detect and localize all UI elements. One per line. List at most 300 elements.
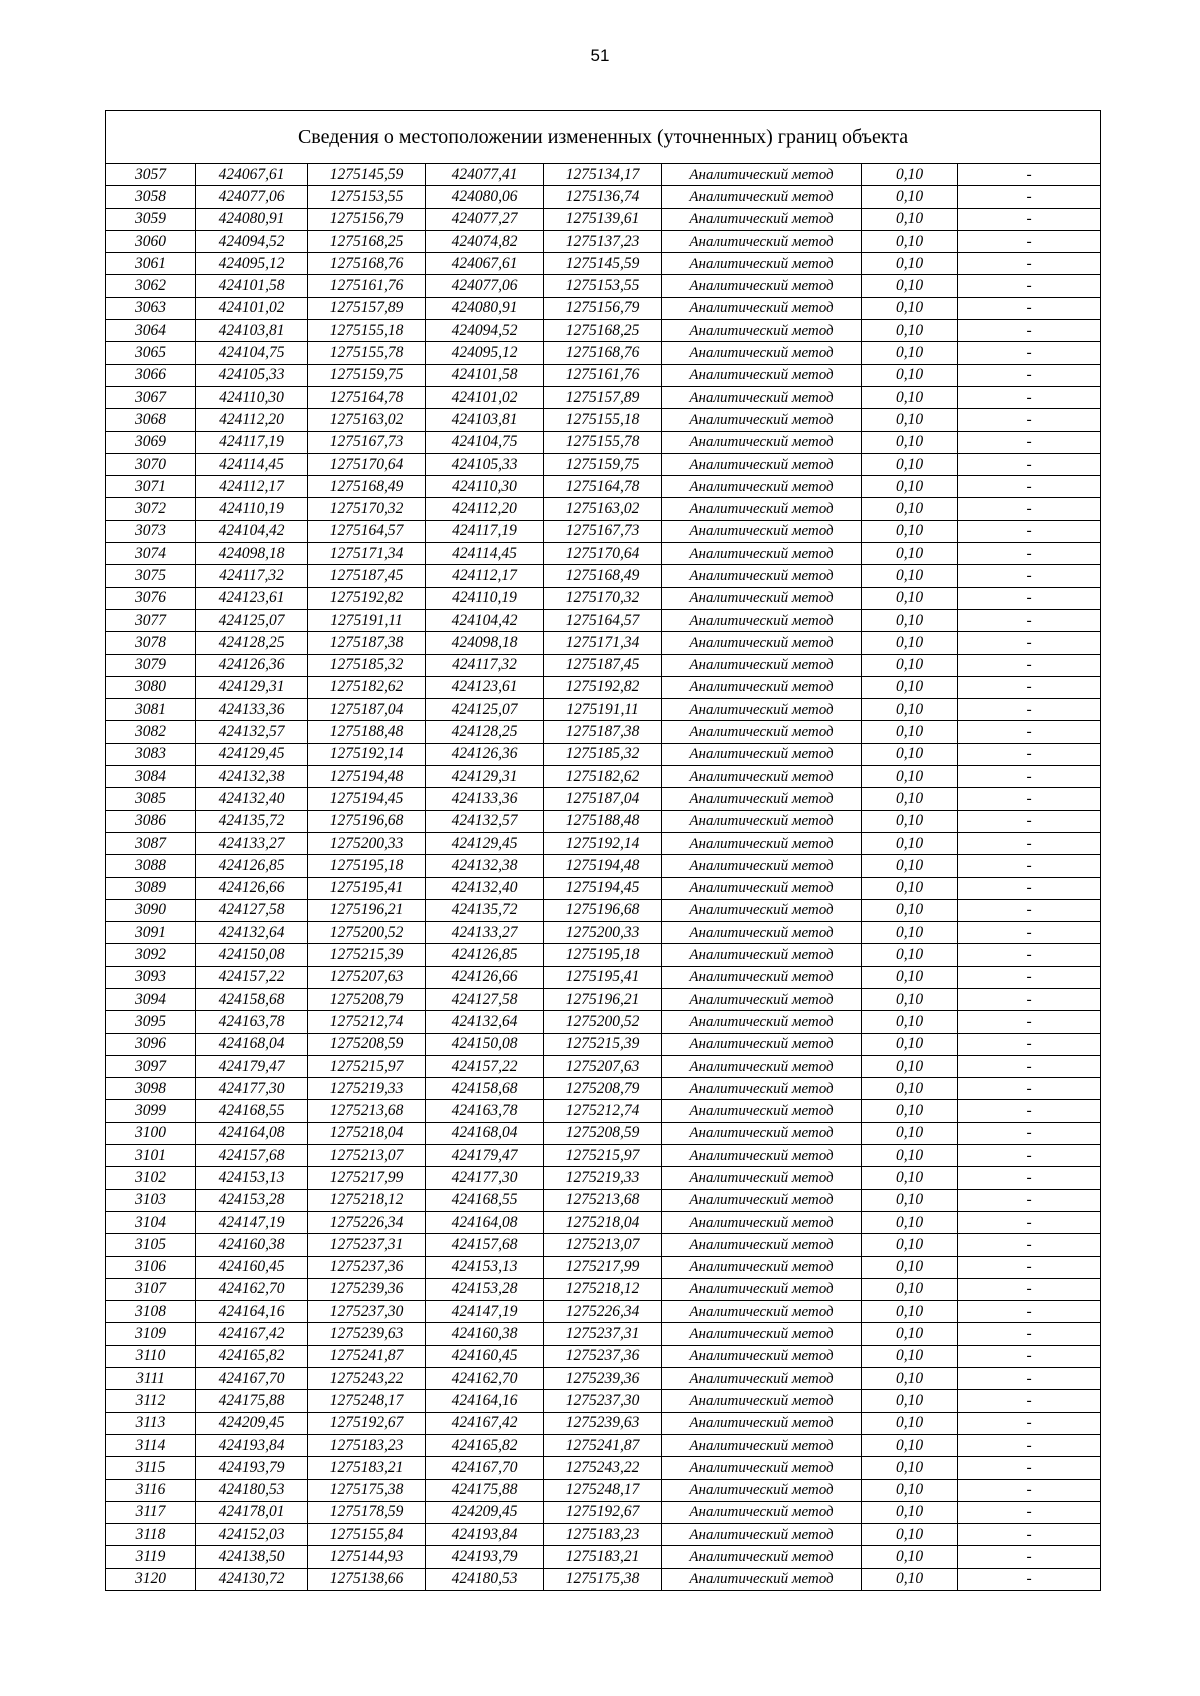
cell-y-new: 1275218,04 xyxy=(308,1122,426,1144)
cell-method: Аналитический метод xyxy=(662,1033,862,1055)
cell-y-old: 1275192,82 xyxy=(544,676,662,698)
cell-y-old: 1275170,32 xyxy=(544,587,662,609)
cell-point-number: 3120 xyxy=(106,1568,196,1590)
cell-y-new: 1275192,67 xyxy=(308,1412,426,1434)
cell-x-new: 424164,08 xyxy=(196,1122,308,1144)
cell-point-number: 3061 xyxy=(106,253,196,275)
cell-accuracy: 0,10 xyxy=(862,1055,958,1077)
cell-y-old: 1275207,63 xyxy=(544,1055,662,1077)
cell-accuracy: 0,10 xyxy=(862,966,958,988)
cell-x-new: 424147,19 xyxy=(196,1211,308,1233)
cell-y-new: 1275191,11 xyxy=(308,609,426,631)
cell-y-old: 1275168,49 xyxy=(544,565,662,587)
cell-point-number: 3078 xyxy=(106,632,196,654)
cell-y-new: 1275237,30 xyxy=(308,1301,426,1323)
cell-point-number: 3084 xyxy=(106,766,196,788)
cell-description: - xyxy=(958,1256,1101,1278)
cell-accuracy: 0,10 xyxy=(862,543,958,565)
cell-y-old: 1275200,52 xyxy=(544,1011,662,1033)
cell-point-number: 3104 xyxy=(106,1211,196,1233)
cell-x-old: 424167,70 xyxy=(426,1457,544,1479)
cell-y-new: 1275163,02 xyxy=(308,409,426,431)
cell-point-number: 3108 xyxy=(106,1301,196,1323)
cell-point-number: 3099 xyxy=(106,1100,196,1122)
cell-x-new: 424177,30 xyxy=(196,1078,308,1100)
cell-y-new: 1275168,76 xyxy=(308,253,426,275)
cell-point-number: 3080 xyxy=(106,676,196,698)
cell-x-old: 424157,22 xyxy=(426,1055,544,1077)
cell-point-number: 3058 xyxy=(106,186,196,208)
table-row xyxy=(106,409,1101,431)
cell-method: Аналитический метод xyxy=(662,832,862,854)
cell-x-new: 424130,72 xyxy=(196,1568,308,1590)
cell-point-number: 3082 xyxy=(106,721,196,743)
table-row xyxy=(106,386,1101,408)
cell-method: Аналитический метод xyxy=(662,565,862,587)
cell-x-old: 424104,75 xyxy=(426,431,544,453)
cell-y-new: 1275194,45 xyxy=(308,788,426,810)
cell-y-old: 1275219,33 xyxy=(544,1167,662,1189)
cell-y-new: 1275144,93 xyxy=(308,1546,426,1568)
cell-x-old: 424067,61 xyxy=(426,253,544,275)
cell-y-old: 1275136,74 xyxy=(544,186,662,208)
cell-x-new: 424193,79 xyxy=(196,1457,308,1479)
cell-x-old: 424132,57 xyxy=(426,810,544,832)
cell-y-old: 1275195,41 xyxy=(544,966,662,988)
cell-y-old: 1275187,45 xyxy=(544,654,662,676)
cell-description: - xyxy=(958,1568,1101,1590)
cell-x-old: 424133,36 xyxy=(426,788,544,810)
table-row xyxy=(106,810,1101,832)
cell-point-number: 3069 xyxy=(106,431,196,453)
cell-point-number: 3101 xyxy=(106,1145,196,1167)
cell-method: Аналитический метод xyxy=(662,1167,862,1189)
cell-accuracy: 0,10 xyxy=(862,1033,958,1055)
cell-y-new: 1275200,52 xyxy=(308,922,426,944)
cell-accuracy: 0,10 xyxy=(862,609,958,631)
cell-point-number: 3066 xyxy=(106,364,196,386)
table-row xyxy=(106,520,1101,542)
page-number: 51 xyxy=(590,46,610,65)
cell-point-number: 3064 xyxy=(106,320,196,342)
cell-y-old: 1275187,04 xyxy=(544,788,662,810)
cell-y-old: 1275163,02 xyxy=(544,498,662,520)
cell-y-new: 1275248,17 xyxy=(308,1390,426,1412)
cell-x-new: 424165,82 xyxy=(196,1345,308,1367)
cell-x-new: 424098,18 xyxy=(196,543,308,565)
cell-point-number: 3068 xyxy=(106,409,196,431)
cell-x-old: 424177,30 xyxy=(426,1167,544,1189)
cell-point-number: 3119 xyxy=(106,1546,196,1568)
cell-x-old: 424162,70 xyxy=(426,1368,544,1390)
cell-point-number: 3079 xyxy=(106,654,196,676)
cell-x-new: 424129,31 xyxy=(196,676,308,698)
cell-x-old: 424132,38 xyxy=(426,855,544,877)
cell-x-new: 424067,61 xyxy=(196,164,308,186)
cell-accuracy: 0,10 xyxy=(862,253,958,275)
cell-accuracy: 0,10 xyxy=(862,1524,958,1546)
cell-method: Аналитический метод xyxy=(662,253,862,275)
cell-x-new: 424157,22 xyxy=(196,966,308,988)
cell-method: Аналитический метод xyxy=(662,1323,862,1345)
cell-description: - xyxy=(958,1345,1101,1367)
cell-accuracy: 0,10 xyxy=(862,654,958,676)
cell-x-old: 424125,07 xyxy=(426,699,544,721)
cell-x-new: 424103,81 xyxy=(196,320,308,342)
cell-x-new: 424128,25 xyxy=(196,632,308,654)
cell-x-new: 424110,30 xyxy=(196,386,308,408)
table-row xyxy=(106,676,1101,698)
cell-x-old: 424112,20 xyxy=(426,498,544,520)
cell-description: - xyxy=(958,342,1101,364)
cell-y-old: 1275215,97 xyxy=(544,1145,662,1167)
cell-x-new: 424132,64 xyxy=(196,922,308,944)
cell-y-old: 1275191,11 xyxy=(544,699,662,721)
cell-x-new: 424117,19 xyxy=(196,431,308,453)
cell-description: - xyxy=(958,1234,1101,1256)
cell-x-old: 424164,16 xyxy=(426,1390,544,1412)
cell-accuracy: 0,10 xyxy=(862,721,958,743)
cell-x-old: 424175,88 xyxy=(426,1479,544,1501)
cell-method: Аналитический метод xyxy=(662,1368,862,1390)
cell-point-number: 3081 xyxy=(106,699,196,721)
cell-y-new: 1275183,21 xyxy=(308,1457,426,1479)
cell-x-new: 424104,42 xyxy=(196,520,308,542)
cell-method: Аналитический метод xyxy=(662,855,862,877)
cell-method: Аналитический метод xyxy=(662,386,862,408)
cell-y-old: 1275217,99 xyxy=(544,1256,662,1278)
cell-description: - xyxy=(958,1301,1101,1323)
cell-method: Аналитический метод xyxy=(662,676,862,698)
cell-accuracy: 0,10 xyxy=(862,1145,958,1167)
cell-y-old: 1275134,17 xyxy=(544,164,662,186)
table-row xyxy=(106,565,1101,587)
table-row xyxy=(106,1368,1101,1390)
cell-x-old: 424129,31 xyxy=(426,766,544,788)
cell-y-new: 1275237,31 xyxy=(308,1234,426,1256)
cell-y-new: 1275138,66 xyxy=(308,1568,426,1590)
cell-y-old: 1275175,38 xyxy=(544,1568,662,1590)
cell-method: Аналитический метод xyxy=(662,1122,862,1144)
cell-y-old: 1275208,59 xyxy=(544,1122,662,1144)
cell-x-old: 424117,19 xyxy=(426,520,544,542)
cell-point-number: 3109 xyxy=(106,1323,196,1345)
cell-description: - xyxy=(958,609,1101,631)
cell-y-old: 1275200,33 xyxy=(544,922,662,944)
cell-x-new: 424101,02 xyxy=(196,297,308,319)
cell-description: - xyxy=(958,855,1101,877)
cell-point-number: 3076 xyxy=(106,587,196,609)
cell-y-old: 1275192,14 xyxy=(544,832,662,854)
cell-accuracy: 0,10 xyxy=(862,1546,958,1568)
cell-y-old: 1275208,79 xyxy=(544,1078,662,1100)
cell-point-number: 3059 xyxy=(106,208,196,230)
cell-method: Аналитический метод xyxy=(662,966,862,988)
cell-x-new: 424152,03 xyxy=(196,1524,308,1546)
cell-point-number: 3062 xyxy=(106,275,196,297)
cell-x-old: 424133,27 xyxy=(426,922,544,944)
cell-x-new: 424114,45 xyxy=(196,453,308,475)
cell-x-old: 424147,19 xyxy=(426,1301,544,1323)
cell-description: - xyxy=(958,320,1101,342)
cell-y-old: 1275226,34 xyxy=(544,1301,662,1323)
table-row xyxy=(106,587,1101,609)
cell-method: Аналитический метод xyxy=(662,654,862,676)
cell-x-old: 424129,45 xyxy=(426,832,544,854)
cell-method: Аналитический метод xyxy=(662,788,862,810)
cell-description: - xyxy=(958,766,1101,788)
cell-method: Аналитический метод xyxy=(662,409,862,431)
cell-x-new: 424180,53 xyxy=(196,1479,308,1501)
cell-x-old: 424077,06 xyxy=(426,275,544,297)
cell-x-old: 424193,79 xyxy=(426,1546,544,1568)
cell-point-number: 3105 xyxy=(106,1234,196,1256)
cell-y-new: 1275196,21 xyxy=(308,899,426,921)
cell-y-old: 1275187,38 xyxy=(544,721,662,743)
cell-accuracy: 0,10 xyxy=(862,1189,958,1211)
cell-description: - xyxy=(958,1323,1101,1345)
table-row xyxy=(106,1412,1101,1434)
cell-point-number: 3094 xyxy=(106,988,196,1010)
cell-y-old: 1275153,55 xyxy=(544,275,662,297)
cell-y-old: 1275170,64 xyxy=(544,543,662,565)
table-row xyxy=(106,476,1101,498)
cell-x-new: 424080,91 xyxy=(196,208,308,230)
cell-accuracy: 0,10 xyxy=(862,1078,958,1100)
cell-point-number: 3107 xyxy=(106,1278,196,1300)
cell-point-number: 3073 xyxy=(106,520,196,542)
cell-y-old: 1275213,68 xyxy=(544,1189,662,1211)
cell-accuracy: 0,10 xyxy=(862,275,958,297)
cell-y-old: 1275139,61 xyxy=(544,208,662,230)
cell-point-number: 3067 xyxy=(106,386,196,408)
cell-y-new: 1275196,68 xyxy=(308,810,426,832)
cell-y-new: 1275195,41 xyxy=(308,877,426,899)
cell-y-new: 1275164,78 xyxy=(308,386,426,408)
cell-method: Аналитический метод xyxy=(662,699,862,721)
cell-method: Аналитический метод xyxy=(662,520,862,542)
cell-y-new: 1275237,36 xyxy=(308,1256,426,1278)
cell-x-new: 424132,38 xyxy=(196,766,308,788)
cell-method: Аналитический метод xyxy=(662,1412,862,1434)
cell-description: - xyxy=(958,1524,1101,1546)
cell-x-new: 424112,17 xyxy=(196,476,308,498)
table-row xyxy=(106,721,1101,743)
table-body xyxy=(106,164,1101,1591)
cell-y-new: 1275195,18 xyxy=(308,855,426,877)
cell-description: - xyxy=(958,386,1101,408)
cell-accuracy: 0,10 xyxy=(862,922,958,944)
table-row xyxy=(106,699,1101,721)
cell-y-old: 1275215,39 xyxy=(544,1033,662,1055)
cell-method: Аналитический метод xyxy=(662,899,862,921)
cell-y-old: 1275243,22 xyxy=(544,1457,662,1479)
cell-y-old: 1275194,48 xyxy=(544,855,662,877)
cell-y-new: 1275187,04 xyxy=(308,699,426,721)
cell-x-old: 424105,33 xyxy=(426,453,544,475)
cell-point-number: 3063 xyxy=(106,297,196,319)
cell-point-number: 3083 xyxy=(106,743,196,765)
cell-y-new: 1275153,55 xyxy=(308,186,426,208)
cell-x-old: 424112,17 xyxy=(426,565,544,587)
cell-y-new: 1275215,97 xyxy=(308,1055,426,1077)
table-row xyxy=(106,855,1101,877)
cell-accuracy: 0,10 xyxy=(862,988,958,1010)
cell-y-new: 1275156,79 xyxy=(308,208,426,230)
cell-description: - xyxy=(958,476,1101,498)
cell-accuracy: 0,10 xyxy=(862,230,958,252)
cell-accuracy: 0,10 xyxy=(862,1412,958,1434)
cell-point-number: 3071 xyxy=(106,476,196,498)
cell-accuracy: 0,10 xyxy=(862,587,958,609)
cell-x-old: 424128,25 xyxy=(426,721,544,743)
cell-point-number: 3102 xyxy=(106,1167,196,1189)
boundary-table xyxy=(105,110,1101,1591)
table-row xyxy=(106,342,1101,364)
cell-x-new: 424158,68 xyxy=(196,988,308,1010)
cell-point-number: 3096 xyxy=(106,1033,196,1055)
cell-x-new: 424105,33 xyxy=(196,364,308,386)
table-row xyxy=(106,1345,1101,1367)
cell-accuracy: 0,10 xyxy=(862,1256,958,1278)
cell-method: Аналитический метод xyxy=(662,186,862,208)
cell-y-new: 1275188,48 xyxy=(308,721,426,743)
cell-y-old: 1275196,21 xyxy=(544,988,662,1010)
table-row xyxy=(106,1524,1101,1546)
table-row xyxy=(106,899,1101,921)
cell-x-old: 424153,13 xyxy=(426,1256,544,1278)
cell-point-number: 3103 xyxy=(106,1189,196,1211)
table-row xyxy=(106,186,1101,208)
cell-method: Аналитический метод xyxy=(662,1524,862,1546)
cell-x-new: 424168,04 xyxy=(196,1033,308,1055)
cell-point-number: 3090 xyxy=(106,899,196,921)
table-row xyxy=(106,922,1101,944)
table-row xyxy=(106,230,1101,252)
cell-method: Аналитический метод xyxy=(662,275,862,297)
cell-y-new: 1275243,22 xyxy=(308,1368,426,1390)
cell-accuracy: 0,10 xyxy=(862,944,958,966)
cell-x-new: 424163,78 xyxy=(196,1011,308,1033)
cell-description: - xyxy=(958,877,1101,899)
cell-description: - xyxy=(958,431,1101,453)
cell-x-new: 424117,32 xyxy=(196,565,308,587)
cell-accuracy: 0,10 xyxy=(862,164,958,186)
cell-description: - xyxy=(958,1033,1101,1055)
cell-point-number: 3116 xyxy=(106,1479,196,1501)
cell-y-old: 1275155,78 xyxy=(544,431,662,453)
cell-x-new: 424132,40 xyxy=(196,788,308,810)
table-title-row xyxy=(106,111,1101,164)
cell-point-number: 3088 xyxy=(106,855,196,877)
cell-point-number: 3060 xyxy=(106,230,196,252)
cell-y-old: 1275183,23 xyxy=(544,1524,662,1546)
cell-method: Аналитический метод xyxy=(662,498,862,520)
table-row xyxy=(106,498,1101,520)
cell-accuracy: 0,10 xyxy=(862,699,958,721)
table-row xyxy=(106,431,1101,453)
cell-y-new: 1275192,14 xyxy=(308,743,426,765)
cell-description: - xyxy=(958,1211,1101,1233)
table-row xyxy=(106,654,1101,676)
cell-y-new: 1275170,64 xyxy=(308,453,426,475)
cell-point-number: 3057 xyxy=(106,164,196,186)
cell-x-new: 424175,88 xyxy=(196,1390,308,1412)
cell-y-old: 1275218,12 xyxy=(544,1278,662,1300)
cell-x-new: 424126,85 xyxy=(196,855,308,877)
cell-y-new: 1275167,73 xyxy=(308,431,426,453)
cell-method: Аналитический метод xyxy=(662,1479,862,1501)
cell-x-new: 424129,45 xyxy=(196,743,308,765)
cell-method: Аналитический метод xyxy=(662,1501,862,1523)
cell-y-old: 1275183,21 xyxy=(544,1546,662,1568)
cell-point-number: 3092 xyxy=(106,944,196,966)
cell-description: - xyxy=(958,453,1101,475)
cell-method: Аналитический метод xyxy=(662,877,862,899)
cell-method: Аналитический метод xyxy=(662,431,862,453)
cell-accuracy: 0,10 xyxy=(862,855,958,877)
cell-y-old: 1275157,89 xyxy=(544,386,662,408)
cell-point-number: 3106 xyxy=(106,1256,196,1278)
cell-method: Аналитический метод xyxy=(662,1434,862,1456)
cell-point-number: 3077 xyxy=(106,609,196,631)
cell-x-new: 424125,07 xyxy=(196,609,308,631)
cell-description: - xyxy=(958,208,1101,230)
cell-method: Аналитический метод xyxy=(662,1390,862,1412)
cell-method: Аналитический метод xyxy=(662,208,862,230)
cell-description: - xyxy=(958,676,1101,698)
cell-accuracy: 0,10 xyxy=(862,208,958,230)
cell-y-new: 1275219,33 xyxy=(308,1078,426,1100)
cell-description: - xyxy=(958,743,1101,765)
cell-method: Аналитический метод xyxy=(662,766,862,788)
cell-method: Аналитический метод xyxy=(662,587,862,609)
cell-accuracy: 0,10 xyxy=(862,743,958,765)
cell-description: - xyxy=(958,1412,1101,1434)
cell-y-old: 1275161,76 xyxy=(544,364,662,386)
table-row xyxy=(106,1145,1101,1167)
cell-x-old: 424168,04 xyxy=(426,1122,544,1144)
cell-y-old: 1275194,45 xyxy=(544,877,662,899)
cell-description: - xyxy=(958,810,1101,832)
cell-y-old: 1275156,79 xyxy=(544,297,662,319)
cell-x-new: 424209,45 xyxy=(196,1412,308,1434)
cell-y-old: 1275212,74 xyxy=(544,1100,662,1122)
cell-method: Аналитический метод xyxy=(662,1211,862,1233)
cell-x-old: 424164,08 xyxy=(426,1211,544,1233)
cell-y-old: 1275159,75 xyxy=(544,453,662,475)
cell-description: - xyxy=(958,230,1101,252)
cell-method: Аналитический метод xyxy=(662,476,862,498)
cell-x-old: 424080,06 xyxy=(426,186,544,208)
table-row xyxy=(106,1546,1101,1568)
cell-y-old: 1275182,62 xyxy=(544,766,662,788)
cell-y-old: 1275239,63 xyxy=(544,1412,662,1434)
table-row xyxy=(106,543,1101,565)
cell-point-number: 3112 xyxy=(106,1390,196,1412)
cell-y-old: 1275213,07 xyxy=(544,1234,662,1256)
cell-point-number: 3072 xyxy=(106,498,196,520)
cell-description: - xyxy=(958,1457,1101,1479)
cell-x-new: 424157,68 xyxy=(196,1145,308,1167)
table-row xyxy=(106,1278,1101,1300)
cell-method: Аналитический метод xyxy=(662,1078,862,1100)
cell-y-old: 1275171,34 xyxy=(544,632,662,654)
cell-description: - xyxy=(958,1479,1101,1501)
cell-x-old: 424110,19 xyxy=(426,587,544,609)
cell-accuracy: 0,10 xyxy=(862,520,958,542)
cell-point-number: 3115 xyxy=(106,1457,196,1479)
